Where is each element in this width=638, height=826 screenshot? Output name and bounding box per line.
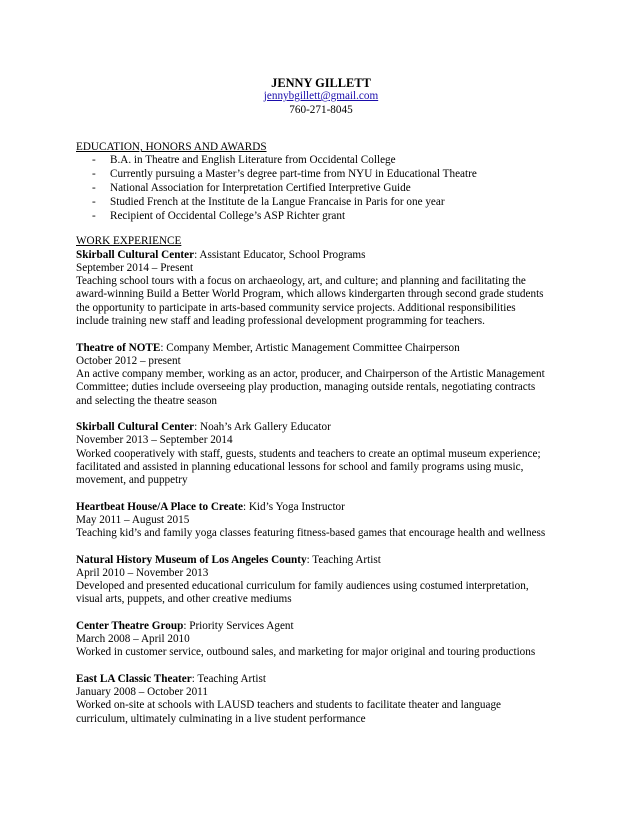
job-dates: May 2011 – August 2015: [76, 514, 190, 527]
job-description: Teaching kid’s and family yoga classes featuring fitness-based games that encourage health and wellness: [76, 527, 546, 540]
job-entry: [76, 673, 566, 726]
job-dates: September 2014 – Present: [76, 261, 194, 274]
job-role: : Teaching Artist: [306, 553, 381, 566]
candidate-name: JENNY GILLETT: [271, 76, 371, 90]
job-org: Natural History Museum of Los Angeles County: [76, 553, 307, 566]
job-org: Center Theatre Group: [76, 619, 184, 632]
job-org: East LA Classic Theater: [76, 672, 192, 685]
job-entry: [76, 342, 566, 409]
job-role: : Company Member, Artistic Management Committee Chairperson: [160, 341, 460, 354]
job-org: Skirball Cultural Center: [76, 421, 195, 434]
education-heading: EDUCATION, HONORS AND AWARDS: [76, 141, 267, 154]
job-dates: April 2010 – November 2013: [76, 566, 209, 579]
job-dates: November 2013 – September 2014: [76, 434, 233, 447]
education-item: - Studied French at the Institute de la Langue Francaise in Paris for one year: [92, 195, 445, 208]
job-role: : Priority Services Agent: [183, 619, 294, 632]
education-item: - Recipient of Occidental College’s ASP Richter grant: [92, 209, 346, 222]
job-description: Developed and presented educational curriculum for family audiences using costumed interpretation, visual arts, puppets, and other creative mediums: [76, 580, 529, 606]
education-item: - B.A. in Theatre and English Literature from Occidental College: [92, 154, 396, 167]
job-description: Teaching school tours with a focus on archaeology, art, and culture; and planning and facilitating the award-winning Build a Better World Program, which allows kindergarten through second grade students the opportunity to participate in arts-based community service projects. Additional responsibilities include training new staff and leading professional development programming for teachers.: [76, 274, 544, 328]
job-description: An active company member, working as an actor, producer, and Chairperson of the Artistic Management Committee; duties include overseeing play production, managing outside rentals, negotiating contracts and selecting the theatre season: [76, 368, 545, 407]
job-entry: [76, 554, 566, 607]
job-dates: March 2008 – April 2010: [76, 633, 190, 646]
education-item: - National Association for Interpretation Certified Interpretive Guide: [92, 181, 411, 194]
job-dates: January 2008 – October 2011: [76, 685, 208, 698]
job-role: : Teaching Artist: [191, 672, 266, 685]
job-entry: [76, 421, 566, 488]
education-item: - Currently pursuing a Master’s degree part-time from NYU in Educational Theatre: [92, 168, 477, 181]
resume-header: [76, 76, 566, 117]
job-role: : Noah’s Ark Gallery Educator: [194, 421, 331, 434]
phone-number: 760-271-8045: [289, 103, 353, 116]
job-dates: October 2012 – present: [76, 354, 181, 367]
job-role: : Assistant Educator, School Programs: [194, 248, 366, 261]
job-description: Worked cooperatively with staff, guests, students and teachers to create an optimal museum experience; facilitated and assisted in planning educational lessons for school and family programs using music, movement, and puppetry: [76, 447, 541, 487]
job-description: Worked in customer service, outbound sales, and marketing for major original and touring productions: [76, 646, 536, 659]
education-list: [76, 154, 566, 223]
job-entry: [76, 249, 566, 329]
job-entry: [76, 620, 566, 660]
job-description: Worked on-site at schools with LAUSD teachers and students to facilitate theater and language curriculum, ultimately culminating in a live student performance: [76, 699, 502, 725]
job-role: : Kid’s Yoga Instructor: [242, 500, 345, 513]
email-link[interactable]: jennybgillett@gmail.com: [263, 90, 379, 102]
job-org: Skirball Cultural Center: [76, 248, 195, 261]
work-heading: WORK EXPERIENCE: [76, 235, 182, 248]
job-org: Heartbeat House/A Place to Create: [76, 500, 243, 513]
job-org: Theatre of NOTE: [76, 341, 161, 354]
job-entry: [76, 501, 566, 541]
resume-page: [76, 0, 566, 726]
